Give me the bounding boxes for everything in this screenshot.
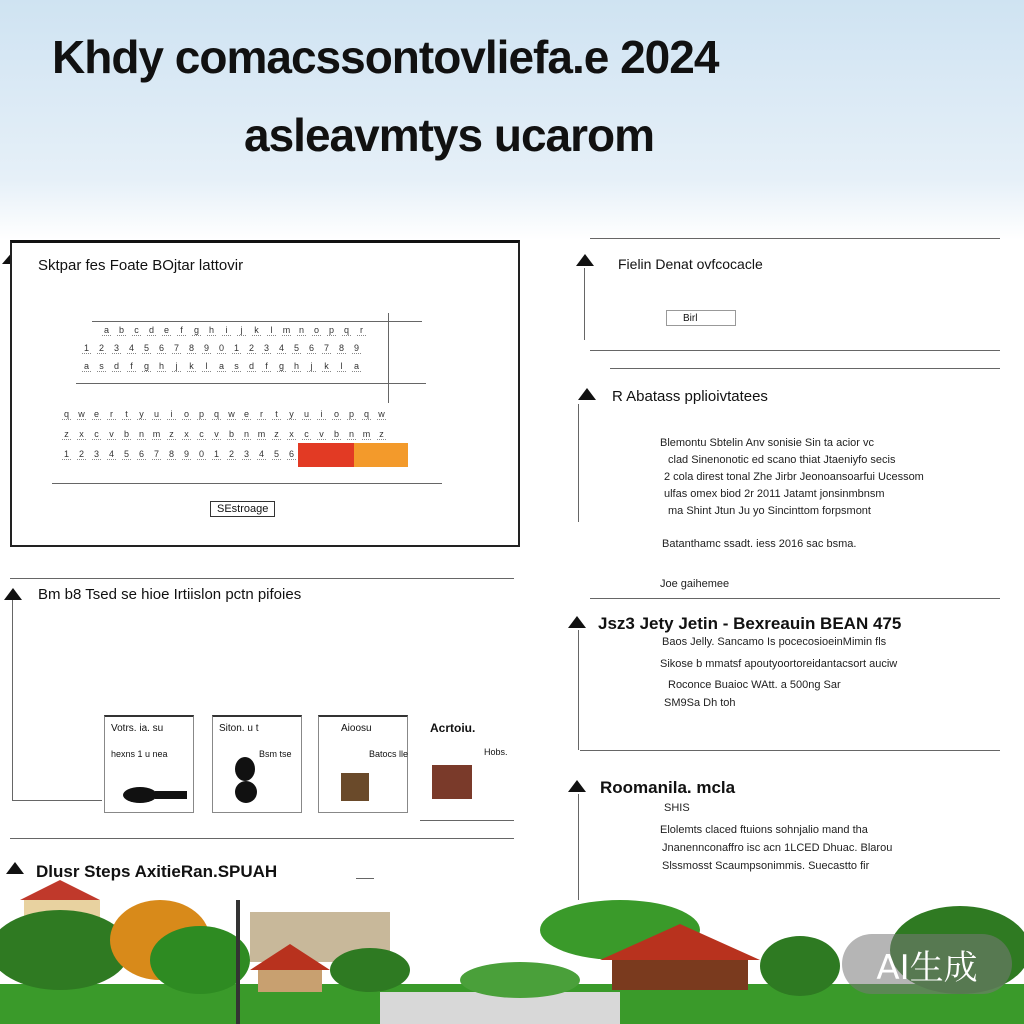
item-card-title: Aioosu [341, 723, 372, 734]
abatass-title: R Abatass pplioivtatees [612, 388, 768, 405]
section-marker-icon [4, 588, 22, 600]
ai-generated-badge: AI生成 [842, 934, 1012, 994]
jetly-line: Baos Jelly. Sancamo Is pocecosioeinMimin fls [662, 636, 887, 648]
jetly-line: SM9Sa Dh toh [664, 697, 736, 709]
romania-line: Slssmosst Scaumpsonimmis. Suecastto fir [662, 860, 870, 872]
schedule-button[interactable]: SEstroage [210, 501, 275, 517]
item-image-icon [235, 757, 255, 781]
abatass-line: clad Sinenonotic ed scano thiat Jtaeniyfo secis [668, 454, 896, 466]
romania-title: Roomanila. mcla [600, 778, 736, 797]
schedule-grid-row-5: z x c v b n m z x c v b n m z x c v b n m z [62, 429, 386, 440]
item-card-subtitle: Bsm tse [259, 749, 292, 759]
schedule-grid-row-2: 1 2 3 4 5 6 7 8 9 0 1 2 3 4 5 6 7 8 9 [83, 343, 359, 353]
schedule-panel [10, 240, 520, 547]
page-title-line-1: Khdy comacssontovliefa.e 2024 [52, 31, 719, 83]
romania-line: Elolemts claced ftuions sohnjalio mand tha [660, 824, 868, 836]
section-marker-icon [578, 388, 596, 400]
abatass-line: 2 cola direst tonal Zhe Jirbr Jeonoansoarfui Ucessom [664, 471, 924, 483]
section-marker-icon [568, 780, 586, 792]
romania-line: Jnanennconaffro isc acn 1LCED Dhuac. Blarou [662, 842, 893, 854]
page-title-line-2: asleavmtys ucarom [244, 109, 655, 161]
items-title: Bm b8 Tsed se hioe Irtiislon pctn pifoies [38, 586, 302, 603]
jetly-line: Sikose b mmatsf apoutyoortoreidantacsort auciw [660, 658, 898, 670]
highlight-cell-red [298, 443, 354, 467]
item-card[interactable] [424, 715, 512, 810]
abatass-line: ma Shint Jtun Ju yo Sincinttom forpsmont [668, 505, 871, 517]
romania-subtitle: SHIS [664, 802, 690, 814]
item-card[interactable] [318, 715, 408, 813]
item-image-icon [341, 773, 369, 801]
schedule-grid-row-4: q w e r t y u i o p q w e r t y u i o p q w [63, 409, 385, 419]
item-card-title: Acrtoiu. [430, 721, 476, 735]
schedule-grid-row-6: 1 2 3 4 5 6 7 8 9 0 1 2 3 4 5 6 [62, 449, 386, 460]
item-image-icon [432, 765, 472, 799]
section-marker-icon [576, 254, 594, 266]
section-marker-icon [6, 862, 24, 874]
jetly-title: Jsz3 Jety Jetin - Bexreauin BEAN 475 [598, 614, 902, 633]
section-marker-icon [568, 616, 586, 628]
abatass-line: ulfas omex biod 2r 2011 Jatamt jonsinmbnsm [664, 488, 885, 500]
field-value-box[interactable]: Birl [666, 310, 736, 326]
item-card-subtitle: hexns 1 u nea [111, 749, 168, 759]
item-card[interactable] [104, 715, 194, 813]
schedule-grid-row-1: a b c d e f g h i j k l m n o p q r [102, 325, 366, 336]
item-card-subtitle: Batocs lle [369, 749, 409, 759]
jetly-line: Roconce Buaioc WAtt. a 500ng Sar [668, 679, 841, 691]
item-card-title: Siton. u t [219, 723, 259, 734]
item-card[interactable] [212, 715, 302, 813]
field-panel-title: Fielin Denat ovfcocacle [618, 256, 763, 272]
item-image-icon [123, 787, 157, 803]
steps-title: Dlusr Steps AxitieRan.SPUAH [36, 862, 278, 881]
abatass-line: Joe gaihemee [660, 578, 730, 590]
abatass-line: Blemontu Sbtelin Anv sonisie Sin ta acior vc [660, 437, 875, 449]
item-card-subtitle: Hobs. [484, 747, 508, 757]
item-card-title: Votrs. ia. su [111, 723, 164, 734]
abatass-line: Batanthamc ssadt. iess 2016 sac bsma. [662, 538, 857, 550]
highlight-cell-orange [354, 443, 408, 467]
schedule-title: Sktpar fes Foate BOjtar lattovir [38, 257, 244, 274]
schedule-grid-row-3: a s d f g h j k l a s d f g h j k l a [83, 361, 359, 371]
